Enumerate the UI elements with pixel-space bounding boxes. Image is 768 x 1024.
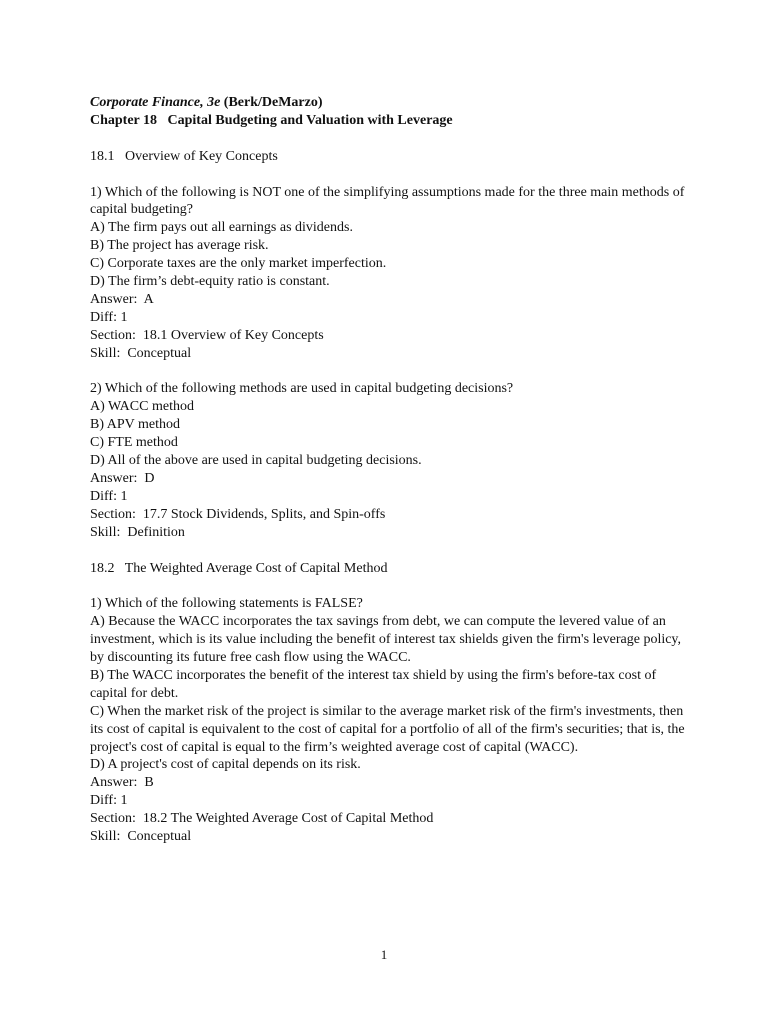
page-number: 1 bbox=[380, 947, 388, 962]
answer-key: Answer: B bbox=[90, 775, 154, 791]
answer-option: A) WACC method bbox=[90, 399, 194, 415]
book-title: Corporate Finance, 3e bbox=[90, 95, 221, 110]
section-reference: Section: 18.2 The Weighted Average Cost of Capital Method bbox=[90, 811, 434, 827]
section-heading: 18.2 The Weighted Average Cost of Capital Method bbox=[90, 560, 388, 576]
answer-key: Answer: D bbox=[90, 470, 155, 486]
question-stem: 2) Which of the following methods are used in capital budgeting decisions? bbox=[90, 381, 514, 397]
section-heading: 18.1 Overview of Key Concepts bbox=[90, 148, 278, 164]
answer-option: B) The project has average risk. bbox=[90, 238, 269, 254]
answer-option: A) The firm pays out all earnings as dividends. bbox=[90, 220, 353, 236]
question-stem: 1) Which of the following is NOT one of the simplifying assumptions made for the three main methods of capital budgeting? bbox=[90, 184, 688, 218]
document-body bbox=[90, 94, 690, 846]
question-stem: 1) Which of the following statements is FALSE? bbox=[90, 596, 363, 612]
answer-option: D) All of the above are used in capital budgeting decisions. bbox=[90, 453, 422, 469]
question-block bbox=[90, 380, 690, 541]
answer-option: C) Corporate taxes are the only market imperfection. bbox=[90, 256, 387, 272]
answer-option: D) A project's cost of capital depends on its risk. bbox=[90, 757, 361, 773]
section-reference: Section: 18.1 Overview of Key Concepts bbox=[90, 327, 324, 343]
answer-key: Answer: A bbox=[90, 291, 154, 307]
skill: Skill: Definition bbox=[90, 524, 185, 540]
answer-option: A) Because the WACC incorporates the tax savings from debt, we can compute the levered value of an investment, which is its value including the benefit of interest tax shields given the firm's leverage policy, by discounting its future free cash flow using the WACC. bbox=[90, 614, 685, 666]
chapter-title: Chapter 18 Capital Budgeting and Valuation with Leverage bbox=[90, 112, 453, 128]
section-reference: Section: 17.7 Stock Dividends, Splits, and Spin-offs bbox=[90, 506, 386, 522]
book-title-line bbox=[90, 94, 690, 112]
answer-option: C) FTE method bbox=[90, 435, 178, 451]
skill: Skill: Conceptual bbox=[90, 829, 192, 845]
difficulty: Diff: 1 bbox=[90, 793, 128, 809]
question-block bbox=[90, 595, 690, 846]
skill: Skill: Conceptual bbox=[90, 345, 192, 361]
book-authors: (Berk/DeMarzo) bbox=[220, 95, 323, 110]
answer-option: D) The firm’s debt-equity ratio is constant. bbox=[90, 274, 330, 290]
answer-option: C) When the market risk of the project is similar to the average market risk of the firm's investments, then its cost of capital is equivalent to the cost of capital for a portfolio of all of the firm's securities; that is, the project's cost of capital is equal to the firm’s weighted average cost of capital (WACC). bbox=[90, 703, 689, 755]
difficulty: Diff: 1 bbox=[90, 488, 128, 504]
difficulty: Diff: 1 bbox=[90, 309, 128, 325]
answer-option: B) The WACC incorporates the benefit of the interest tax shield by using the firm's before-tax cost of capital for debt. bbox=[90, 667, 660, 701]
answer-option: B) APV method bbox=[90, 417, 180, 433]
question-block bbox=[90, 184, 690, 363]
